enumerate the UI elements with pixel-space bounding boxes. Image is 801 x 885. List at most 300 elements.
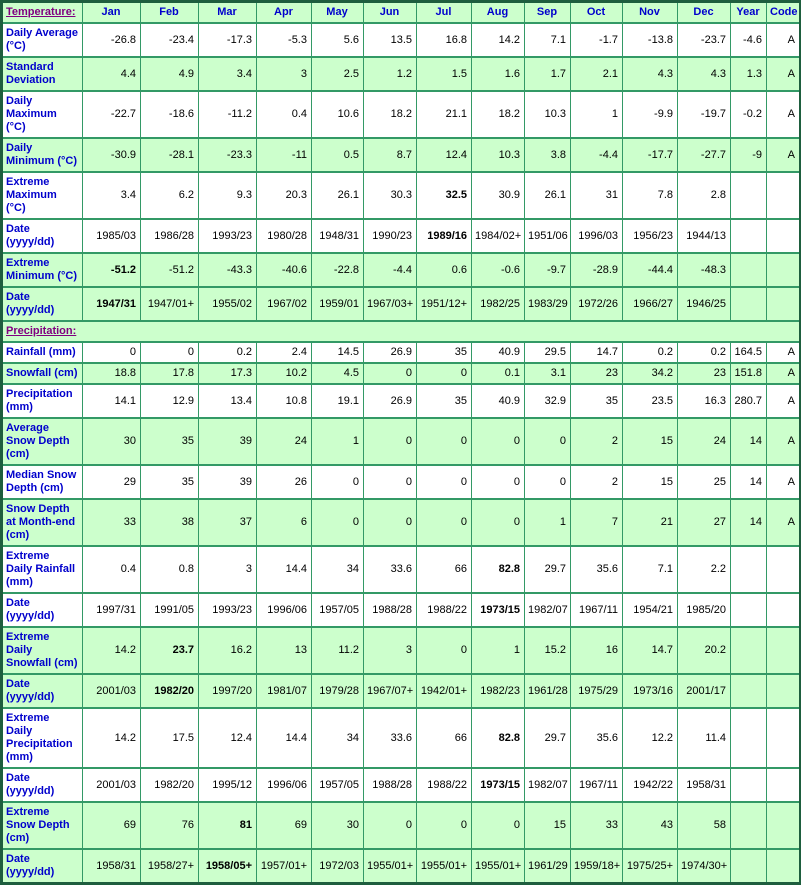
value-cell: 0 xyxy=(525,418,571,465)
value-cell: 12.2 xyxy=(623,708,678,768)
table-row xyxy=(2,499,801,546)
value-cell: -9 xyxy=(731,138,767,172)
table-row xyxy=(2,546,801,593)
value-cell: 1958/31 xyxy=(83,849,141,884)
value-cell: 2001/03 xyxy=(83,768,141,802)
table-row xyxy=(2,708,801,768)
value-cell: 1972/26 xyxy=(571,287,623,321)
table-row xyxy=(2,418,801,465)
value-cell: 29.5 xyxy=(525,342,571,363)
value-cell: 1947/01+ xyxy=(141,287,199,321)
value-cell: 17.3 xyxy=(199,363,257,384)
value-cell: 0 xyxy=(472,418,525,465)
value-cell: 1957/01+ xyxy=(257,849,312,884)
value-cell: 7.1 xyxy=(525,23,571,57)
value-cell xyxy=(731,768,767,802)
value-cell: 43 xyxy=(623,802,678,849)
value-cell: 33 xyxy=(83,499,141,546)
value-cell: 11.4 xyxy=(678,708,731,768)
value-cell: 0 xyxy=(364,465,417,499)
value-cell: 1957/05 xyxy=(312,768,364,802)
value-cell: 1967/07+ xyxy=(364,674,417,708)
value-cell: 2.1 xyxy=(571,57,623,91)
value-cell: 13.5 xyxy=(364,23,417,57)
value-cell: 4.9 xyxy=(141,57,199,91)
value-cell: 18.2 xyxy=(472,91,525,138)
value-cell: 1982/20 xyxy=(141,768,199,802)
value-cell: 1 xyxy=(525,499,571,546)
value-cell: 0 xyxy=(472,802,525,849)
value-cell: 0 xyxy=(417,418,472,465)
column-header-jan: Jan xyxy=(83,2,141,24)
value-cell: 1.2 xyxy=(364,57,417,91)
value-cell: -23.7 xyxy=(678,23,731,57)
value-cell: 1942/01+ xyxy=(417,674,472,708)
value-cell: 0.2 xyxy=(678,342,731,363)
value-cell: 1979/28 xyxy=(312,674,364,708)
value-cell: 1993/23 xyxy=(199,219,257,253)
value-cell: 14 xyxy=(731,465,767,499)
row-label: Date (yyyy/dd) xyxy=(2,674,83,708)
value-cell: 1982/20 xyxy=(141,674,199,708)
value-cell: -19.7 xyxy=(678,91,731,138)
value-cell: A xyxy=(767,363,801,384)
value-cell: -4.4 xyxy=(571,138,623,172)
value-cell: 0.5 xyxy=(312,138,364,172)
value-cell: 151.8 xyxy=(731,363,767,384)
value-cell: 18.2 xyxy=(364,91,417,138)
value-cell: 0 xyxy=(525,465,571,499)
value-cell: 0 xyxy=(364,363,417,384)
value-cell: 1973/15 xyxy=(472,768,525,802)
value-cell: 35 xyxy=(141,465,199,499)
value-cell: A xyxy=(767,465,801,499)
value-cell: 35 xyxy=(141,418,199,465)
row-label: Precipitation (mm) xyxy=(2,384,83,418)
value-cell: 18.8 xyxy=(83,363,141,384)
value-cell xyxy=(731,674,767,708)
value-cell: 1944/13 xyxy=(678,219,731,253)
row-label: Snow Depth at Month-end (cm) xyxy=(2,499,83,546)
value-cell: 1997/31 xyxy=(83,593,141,627)
value-cell: 0 xyxy=(364,418,417,465)
value-cell: 14.2 xyxy=(83,627,141,674)
value-cell: 4.4 xyxy=(83,57,141,91)
table-row xyxy=(2,287,801,321)
value-cell: 0 xyxy=(472,465,525,499)
value-cell: 2.5 xyxy=(312,57,364,91)
value-cell: -17.7 xyxy=(623,138,678,172)
value-cell: 1989/16 xyxy=(417,219,472,253)
value-cell: 37 xyxy=(199,499,257,546)
table-row xyxy=(2,849,801,884)
row-label: Extreme Maximum (°C) xyxy=(2,172,83,219)
value-cell: 164.5 xyxy=(731,342,767,363)
value-cell: 6 xyxy=(257,499,312,546)
value-cell: 39 xyxy=(199,465,257,499)
value-cell: 26.1 xyxy=(525,172,571,219)
value-cell: 23.5 xyxy=(623,384,678,418)
value-cell xyxy=(731,849,767,884)
value-cell: 16 xyxy=(571,627,623,674)
value-cell: 1967/02 xyxy=(257,287,312,321)
value-cell: 14.4 xyxy=(257,708,312,768)
value-cell: 29.7 xyxy=(525,708,571,768)
value-cell: 69 xyxy=(83,802,141,849)
value-cell: 2.8 xyxy=(678,172,731,219)
value-cell: 1973/16 xyxy=(623,674,678,708)
table-row xyxy=(2,465,801,499)
value-cell: 30.3 xyxy=(364,172,417,219)
value-cell: 1988/22 xyxy=(417,768,472,802)
value-cell: 1959/01 xyxy=(312,287,364,321)
value-cell: 20.3 xyxy=(257,172,312,219)
value-cell: 1985/20 xyxy=(678,593,731,627)
value-cell: 35 xyxy=(417,342,472,363)
column-header-year: Year xyxy=(731,2,767,24)
value-cell: 66 xyxy=(417,708,472,768)
value-cell: 10.6 xyxy=(312,91,364,138)
value-cell xyxy=(731,253,767,287)
value-cell: 1988/28 xyxy=(364,593,417,627)
column-header-sep: Sep xyxy=(525,2,571,24)
value-cell: 3.8 xyxy=(525,138,571,172)
value-cell: 40.9 xyxy=(472,342,525,363)
value-cell: 34 xyxy=(312,708,364,768)
value-cell: 7.1 xyxy=(623,546,678,593)
value-cell: 26.1 xyxy=(312,172,364,219)
value-cell: 2.2 xyxy=(678,546,731,593)
value-cell: 5.6 xyxy=(312,23,364,57)
value-cell: -22.7 xyxy=(83,91,141,138)
value-cell: -13.8 xyxy=(623,23,678,57)
value-cell: 1972/03 xyxy=(312,849,364,884)
value-cell: 1974/30+ xyxy=(678,849,731,884)
value-cell: 1975/25+ xyxy=(623,849,678,884)
value-cell: 1958/27+ xyxy=(141,849,199,884)
value-cell: 34.2 xyxy=(623,363,678,384)
value-cell: 40.9 xyxy=(472,384,525,418)
value-cell: A xyxy=(767,57,801,91)
table-row xyxy=(2,172,801,219)
value-cell: A xyxy=(767,418,801,465)
value-cell xyxy=(767,627,801,674)
table-row xyxy=(2,384,801,418)
value-cell: 10.8 xyxy=(257,384,312,418)
value-cell: 76 xyxy=(141,802,199,849)
value-cell xyxy=(767,802,801,849)
row-label: Date (yyyy/dd) xyxy=(2,768,83,802)
value-cell: 6.2 xyxy=(141,172,199,219)
value-cell: 35 xyxy=(417,384,472,418)
value-cell: 1966/27 xyxy=(623,287,678,321)
value-cell: 2.4 xyxy=(257,342,312,363)
value-cell xyxy=(767,172,801,219)
value-cell: 16.2 xyxy=(199,627,257,674)
value-cell: 0 xyxy=(417,363,472,384)
column-header-jun: Jun xyxy=(364,2,417,24)
column-header-apr: Apr xyxy=(257,2,312,24)
value-cell: 1995/12 xyxy=(199,768,257,802)
value-cell: A xyxy=(767,384,801,418)
column-header-mar: Mar xyxy=(199,2,257,24)
value-cell: 4.5 xyxy=(312,363,364,384)
value-cell: 4.3 xyxy=(678,57,731,91)
value-cell: 1988/28 xyxy=(364,768,417,802)
value-cell: 1955/01+ xyxy=(417,849,472,884)
value-cell: 3 xyxy=(257,57,312,91)
value-cell: 30 xyxy=(83,418,141,465)
table-row xyxy=(2,768,801,802)
value-cell: -1.7 xyxy=(571,23,623,57)
value-cell: 0 xyxy=(472,499,525,546)
value-cell: 8.7 xyxy=(364,138,417,172)
value-cell xyxy=(767,708,801,768)
value-cell: 12.9 xyxy=(141,384,199,418)
value-cell xyxy=(731,287,767,321)
value-cell: 38 xyxy=(141,499,199,546)
value-cell: 7 xyxy=(571,499,623,546)
value-cell: 1954/21 xyxy=(623,593,678,627)
value-cell: 3.4 xyxy=(199,57,257,91)
value-cell: 0 xyxy=(417,627,472,674)
value-cell: 23 xyxy=(571,363,623,384)
value-cell: 15 xyxy=(525,802,571,849)
value-cell: 1967/03+ xyxy=(364,287,417,321)
column-header-jul: Jul xyxy=(417,2,472,24)
table-row xyxy=(2,253,801,287)
value-cell: 17.8 xyxy=(141,363,199,384)
value-cell: 26 xyxy=(257,465,312,499)
row-label: Rainfall (mm) xyxy=(2,342,83,363)
value-cell: 13.4 xyxy=(199,384,257,418)
value-cell: 0 xyxy=(141,342,199,363)
value-cell: -23.4 xyxy=(141,23,199,57)
value-cell: 39 xyxy=(199,418,257,465)
value-cell: 0.2 xyxy=(199,342,257,363)
value-cell: 15 xyxy=(623,465,678,499)
value-cell xyxy=(767,849,801,884)
value-cell: 2 xyxy=(571,465,623,499)
value-cell: 1 xyxy=(312,418,364,465)
value-cell: -17.3 xyxy=(199,23,257,57)
column-header-dec: Dec xyxy=(678,2,731,24)
value-cell xyxy=(767,546,801,593)
value-cell: 81 xyxy=(199,802,257,849)
row-label: Daily Average (°C) xyxy=(2,23,83,57)
value-cell: 1.6 xyxy=(472,57,525,91)
table-body xyxy=(2,2,801,884)
value-cell: 3.4 xyxy=(83,172,141,219)
value-cell: 15.2 xyxy=(525,627,571,674)
value-cell: 21 xyxy=(623,499,678,546)
row-label: Daily Maximum (°C) xyxy=(2,91,83,138)
value-cell: 1.5 xyxy=(417,57,472,91)
table-row xyxy=(2,802,801,849)
value-cell: 14 xyxy=(731,418,767,465)
row-label: Extreme Daily Snowfall (cm) xyxy=(2,627,83,674)
value-cell: 13 xyxy=(257,627,312,674)
row-label: Extreme Snow Depth (cm) xyxy=(2,802,83,849)
value-cell: 1991/05 xyxy=(141,593,199,627)
value-cell: 1982/07 xyxy=(525,768,571,802)
table-row xyxy=(2,363,801,384)
value-cell: -51.2 xyxy=(83,253,141,287)
row-label: Median Snow Depth (cm) xyxy=(2,465,83,499)
value-cell: 25 xyxy=(678,465,731,499)
row-label: Daily Minimum (°C) xyxy=(2,138,83,172)
value-cell: 10.3 xyxy=(472,138,525,172)
value-cell: 1975/29 xyxy=(571,674,623,708)
value-cell: 1958/05+ xyxy=(199,849,257,884)
value-cell: 1956/23 xyxy=(623,219,678,253)
column-header-aug: Aug xyxy=(472,2,525,24)
value-cell: 14.5 xyxy=(312,342,364,363)
value-cell: A xyxy=(767,23,801,57)
value-cell: 11.2 xyxy=(312,627,364,674)
value-cell: 0 xyxy=(417,499,472,546)
value-cell: 0.2 xyxy=(623,342,678,363)
table-row xyxy=(2,138,801,172)
value-cell: 31 xyxy=(571,172,623,219)
value-cell xyxy=(731,802,767,849)
value-cell: 33.6 xyxy=(364,708,417,768)
value-cell: 0.6 xyxy=(417,253,472,287)
value-cell: 16.8 xyxy=(417,23,472,57)
value-cell: 2001/03 xyxy=(83,674,141,708)
value-cell: 32.9 xyxy=(525,384,571,418)
table-row xyxy=(2,219,801,253)
value-cell xyxy=(767,287,801,321)
value-cell: 33.6 xyxy=(364,546,417,593)
value-cell: 1947/31 xyxy=(83,287,141,321)
value-cell: 29.7 xyxy=(525,546,571,593)
value-cell: 1982/23 xyxy=(472,674,525,708)
row-label: Average Snow Depth (cm) xyxy=(2,418,83,465)
value-cell: 1951/12+ xyxy=(417,287,472,321)
value-cell: 7.8 xyxy=(623,172,678,219)
value-cell: 1982/25 xyxy=(472,287,525,321)
value-cell: 35.6 xyxy=(571,546,623,593)
value-cell: 82.8 xyxy=(472,546,525,593)
value-cell: 1973/15 xyxy=(472,593,525,627)
column-header-may: May xyxy=(312,2,364,24)
value-cell: 33 xyxy=(571,802,623,849)
value-cell: 0.4 xyxy=(257,91,312,138)
value-cell: 82.8 xyxy=(472,708,525,768)
temperature-section-header[interactable]: Temperature: xyxy=(2,2,83,24)
value-cell: 14.2 xyxy=(83,708,141,768)
value-cell: 0.1 xyxy=(472,363,525,384)
value-cell: 3 xyxy=(199,546,257,593)
value-cell: -0.6 xyxy=(472,253,525,287)
value-cell: 69 xyxy=(257,802,312,849)
value-cell: A xyxy=(767,499,801,546)
value-cell: 0 xyxy=(312,499,364,546)
value-cell: 30 xyxy=(312,802,364,849)
value-cell xyxy=(767,768,801,802)
value-cell: 29 xyxy=(83,465,141,499)
value-cell: 1 xyxy=(472,627,525,674)
value-cell: 2 xyxy=(571,418,623,465)
value-cell: 1959/18+ xyxy=(571,849,623,884)
value-cell: -11 xyxy=(257,138,312,172)
value-cell xyxy=(767,593,801,627)
value-cell: 1981/07 xyxy=(257,674,312,708)
value-cell: 1967/11 xyxy=(571,768,623,802)
value-cell: 1946/25 xyxy=(678,287,731,321)
value-cell: A xyxy=(767,138,801,172)
value-cell: 0.8 xyxy=(141,546,199,593)
value-cell xyxy=(731,708,767,768)
value-cell: 14.1 xyxy=(83,384,141,418)
value-cell: 14.7 xyxy=(571,342,623,363)
column-header-nov: Nov xyxy=(623,2,678,24)
value-cell: 1961/28 xyxy=(525,674,571,708)
value-cell: 1983/29 xyxy=(525,287,571,321)
table-row xyxy=(2,23,801,57)
value-cell: -22.8 xyxy=(312,253,364,287)
value-cell: 17.5 xyxy=(141,708,199,768)
value-cell: 14.2 xyxy=(472,23,525,57)
value-cell xyxy=(767,674,801,708)
value-cell: 0 xyxy=(83,342,141,363)
value-cell: 0.4 xyxy=(83,546,141,593)
value-cell: -28.9 xyxy=(571,253,623,287)
value-cell: 0 xyxy=(364,499,417,546)
value-cell: 24 xyxy=(678,418,731,465)
value-cell: 280.7 xyxy=(731,384,767,418)
value-cell: 1942/22 xyxy=(623,768,678,802)
value-cell: -9.7 xyxy=(525,253,571,287)
value-cell: A xyxy=(767,342,801,363)
row-label: Snowfall (cm) xyxy=(2,363,83,384)
value-cell: 23 xyxy=(678,363,731,384)
value-cell: 1955/01+ xyxy=(472,849,525,884)
row-label: Date (yyyy/dd) xyxy=(2,287,83,321)
value-cell: -27.7 xyxy=(678,138,731,172)
value-cell: 21.1 xyxy=(417,91,472,138)
value-cell: 1.7 xyxy=(525,57,571,91)
value-cell: 3 xyxy=(364,627,417,674)
column-header-oct: Oct xyxy=(571,2,623,24)
row-label: Extreme Daily Precipitation (mm) xyxy=(2,708,83,768)
value-cell: 35.6 xyxy=(571,708,623,768)
value-cell: 19.1 xyxy=(312,384,364,418)
value-cell: 24 xyxy=(257,418,312,465)
value-cell: 14 xyxy=(731,499,767,546)
value-cell: 14.7 xyxy=(623,627,678,674)
value-cell xyxy=(731,593,767,627)
precipitation-section-header[interactable]: Precipitation: xyxy=(2,321,801,342)
column-header-feb: Feb xyxy=(141,2,199,24)
value-cell: 0 xyxy=(312,465,364,499)
value-cell: 35 xyxy=(571,384,623,418)
value-cell: 66 xyxy=(417,546,472,593)
value-cell: 1982/07 xyxy=(525,593,571,627)
value-cell: 15 xyxy=(623,418,678,465)
value-cell: 1996/06 xyxy=(257,593,312,627)
value-cell: 2001/17 xyxy=(678,674,731,708)
value-cell xyxy=(767,253,801,287)
value-cell: 1980/28 xyxy=(257,219,312,253)
row-label: Extreme Daily Rainfall (mm) xyxy=(2,546,83,593)
value-cell xyxy=(731,627,767,674)
value-cell xyxy=(767,219,801,253)
value-cell: -18.6 xyxy=(141,91,199,138)
value-cell: 26.9 xyxy=(364,342,417,363)
value-cell: 1 xyxy=(571,91,623,138)
